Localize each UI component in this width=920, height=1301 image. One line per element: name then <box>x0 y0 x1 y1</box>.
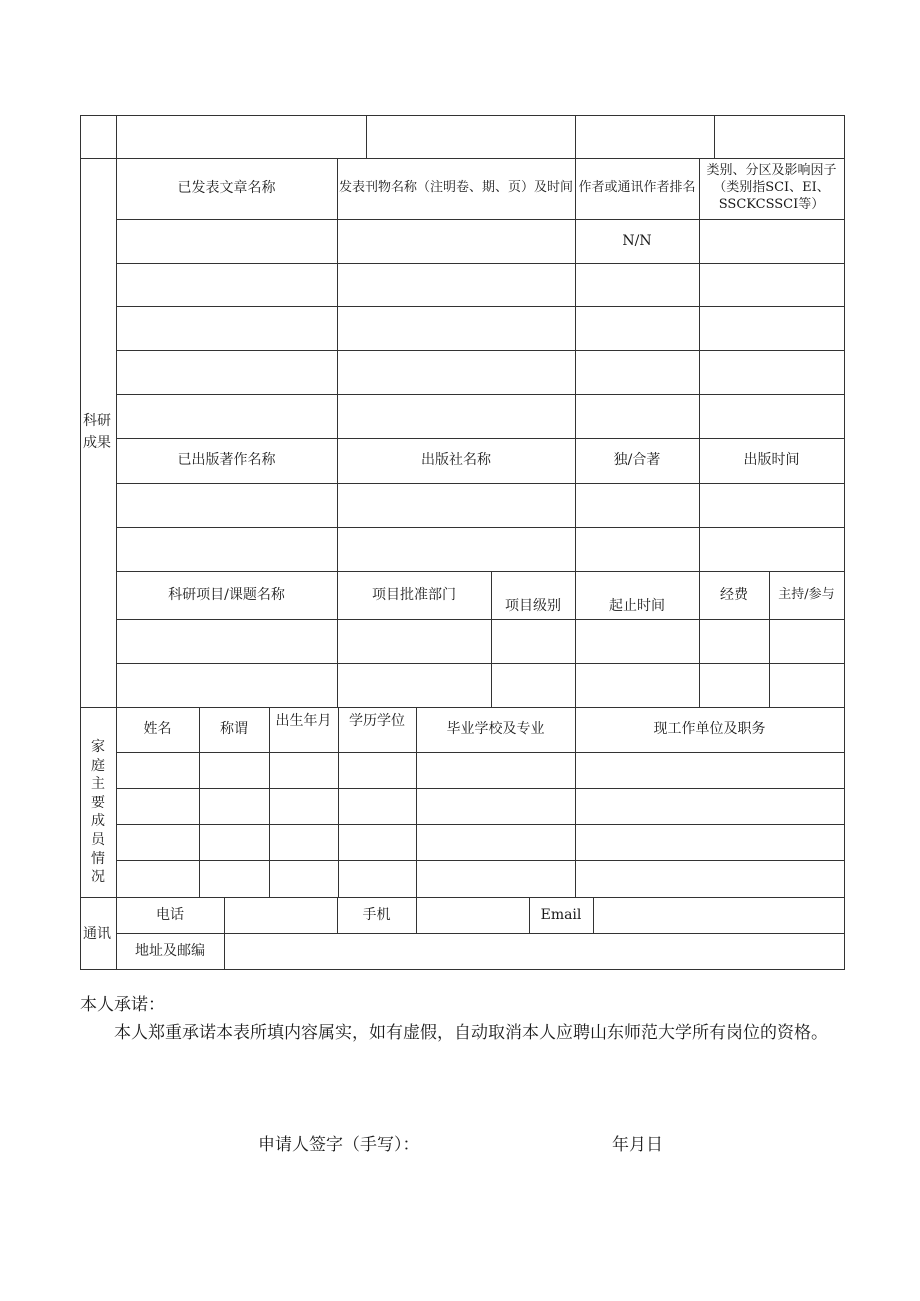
mobile-input[interactable] <box>416 897 529 933</box>
article-rank-cell[interactable]: N/N <box>622 232 652 249</box>
row-divider <box>116 824 845 825</box>
approving-dept-header: 项目批准部门 <box>372 586 456 603</box>
publisher-header: 出版社名称 <box>421 452 491 468</box>
book-title-header: 已出版著作名称 <box>177 452 276 468</box>
signature-label: 申请人签字（手写）： <box>258 1135 420 1155</box>
family-degree-header: 学历学位 <box>349 713 405 729</box>
family-name-header: 姓名 <box>143 721 172 737</box>
row-divider <box>116 571 845 572</box>
authorship-header: 独/合著 <box>613 452 661 468</box>
role-header: 主持/参与 <box>778 586 835 602</box>
address-input[interactable] <box>224 933 844 969</box>
row-divider <box>116 788 845 789</box>
column-divider <box>366 115 367 158</box>
column-divider <box>575 707 576 897</box>
column-divider <box>575 158 576 707</box>
section-divider <box>80 897 845 898</box>
top-cell-2[interactable] <box>366 115 575 158</box>
row-divider <box>116 438 845 439</box>
project-level-header: 项目级别 <box>505 598 561 614</box>
mobile-label: 手机 <box>362 906 391 923</box>
article-title-header: 已发表文章名称 <box>177 180 276 196</box>
column-divider <box>714 115 715 158</box>
row-divider <box>80 158 845 159</box>
signature-date-label: 年月日 <box>612 1135 663 1155</box>
row-divider <box>116 933 845 934</box>
column-divider <box>337 158 338 707</box>
column-divider <box>416 707 417 897</box>
address-label: 地址及邮编 <box>135 942 205 959</box>
column-divider <box>699 158 700 707</box>
column-divider <box>338 707 339 897</box>
column-divider <box>529 897 530 933</box>
family-work-header: 现工作单位及职务 <box>653 721 766 737</box>
section-divider <box>80 707 845 708</box>
column-divider <box>575 115 576 158</box>
row-divider <box>116 860 845 861</box>
email-input[interactable] <box>593 897 844 933</box>
column-divider <box>416 897 417 933</box>
pledge-heading: 本人承诺： <box>80 995 165 1015</box>
top-cell-3[interactable] <box>575 115 714 158</box>
email-label: Email <box>540 906 582 923</box>
column-divider <box>769 571 770 707</box>
family-section-label: 家庭主要成员情况 <box>91 739 105 886</box>
row-divider <box>116 350 845 351</box>
family-relation-header: 称谓 <box>220 721 248 737</box>
column-divider <box>491 571 492 707</box>
label-column-divider <box>116 115 117 970</box>
table-border-right <box>844 115 845 970</box>
research-section-label: 科研成果 <box>83 413 111 451</box>
category-impact-header: 类别、分区及影响因子（类别指SCI、EI、SSCKCSSCI等） <box>706 163 837 212</box>
row-divider <box>116 527 845 528</box>
phone-input[interactable] <box>224 897 337 933</box>
period-header: 起止时间 <box>609 598 665 614</box>
column-divider <box>593 897 594 933</box>
funding-header: 经费 <box>720 586 748 603</box>
row-divider <box>116 219 845 220</box>
phone-label: 电话 <box>156 906 184 923</box>
pledge-body: 本人郑重承诺本表所填内容属实，如有虚假，自动取消本人应聘山东师范大学所有岗位的资格。 <box>114 1023 828 1043</box>
column-divider <box>199 707 200 897</box>
column-divider <box>269 707 270 897</box>
family-school-header: 毕业学校及专业 <box>446 721 545 737</box>
top-cell-1[interactable] <box>116 115 366 158</box>
top-cell-4[interactable] <box>714 115 844 158</box>
table-border-bottom <box>80 969 845 970</box>
publish-date-header: 出版时间 <box>743 452 800 468</box>
column-divider <box>224 897 225 969</box>
column-divider <box>337 897 338 933</box>
row-divider <box>116 306 845 307</box>
row-divider <box>116 619 845 620</box>
table-border-left <box>80 115 81 970</box>
journal-header: 发表刊物名称（注明卷、期、页）及时间 <box>339 180 574 196</box>
row-divider <box>116 752 845 753</box>
project-name-header: 科研项目/课题名称 <box>168 586 285 603</box>
author-rank-header: 作者或通讯作者排名 <box>578 180 696 196</box>
row-divider <box>116 483 845 484</box>
row-divider <box>116 394 845 395</box>
family-birth-header: 出生年月 <box>275 713 332 729</box>
row-divider <box>116 663 845 664</box>
contact-section-label: 通讯 <box>83 926 111 942</box>
row-divider <box>116 263 845 264</box>
table-border-top <box>80 115 845 116</box>
